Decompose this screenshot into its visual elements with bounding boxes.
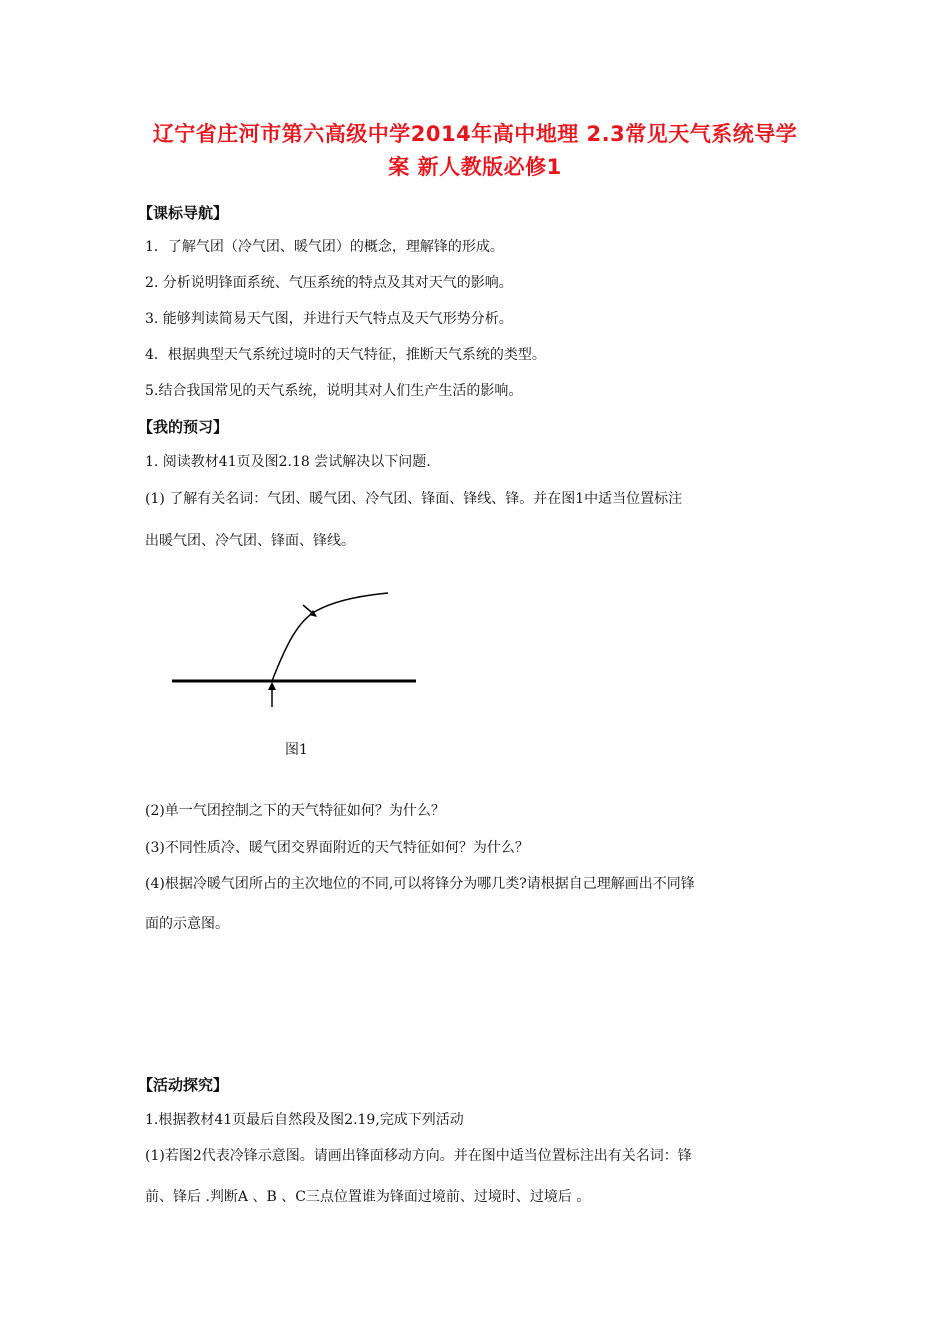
nav-item-1: 1．了解气团（冷气团、暖气团）的概念，理解锋的形成。 <box>145 239 504 255</box>
front-curve <box>272 593 388 681</box>
page-title <box>130 118 820 184</box>
preview-question-4-line-1: (4)根据冷暖气团所占的主次地位的不同,可以将锋分为哪几类?请根据自己理解画出不同锋 <box>145 876 695 892</box>
section-heading-preview: 【我的预习】 <box>138 418 229 436</box>
figure-caption: 图1 <box>285 742 308 758</box>
section-heading-activity: 【活动探究】 <box>138 1076 229 1094</box>
arrow-head-bottom <box>268 682 276 690</box>
preview-question-1-line-1: (1) 了解有关名词：气团、暖气团、冷气团、锋面、锋线、锋。并在图1中适当位置标注 <box>145 491 683 507</box>
activity-question-1-line-2: 前、锋后 .判断A 、B 、C三点位置谁为锋面过境前、过境时、过境后 。 <box>145 1189 591 1205</box>
section-heading-nav: 【课标导航】 <box>138 204 229 222</box>
preview-question-3: (3)不同性质冷、暖气团交界面附近的天气特征如何？为什么？ <box>145 840 529 856</box>
nav-item-2: 2. 分析说明锋面系统、气压系统的特点及其对天气的影响。 <box>145 275 513 291</box>
preview-question-2: (2)单一气团控制之下的天气特征如何？为什么？ <box>145 803 445 819</box>
nav-item-5: 5.结合我国常见的天气系统，说明其对人们生产生活的影响。 <box>145 383 523 399</box>
activity-intro: 1.根据教材41页最后自然段及图2.19,完成下列活动 <box>145 1112 464 1128</box>
page-title-line-1: 辽宁省庄河市第六高级中学2014年高中地理 2.3常见天气系统导学 <box>152 122 798 146</box>
activity-question-1-line-1: (1)若图2代表冷锋示意图。请画出锋面移动方向。并在图中适当位置标注出有关名词：锋 <box>145 1148 692 1164</box>
nav-item-4: 4．根据典型天气系统过境时的天气特征，推断天气系统的类型。 <box>145 347 546 363</box>
page-title-line-2: 案 新人教版必修1 <box>388 155 562 179</box>
nav-item-3: 3. 能够判读简易天气图，并进行天气特点及天气形势分析。 <box>145 311 513 327</box>
preview-intro: 1. 阅读教材41页及图2.18 尝试解决以下问题. <box>145 454 431 470</box>
preview-question-1-line-2: 出暖气团、冷气团、锋面、锋线。 <box>145 533 355 549</box>
front-diagram <box>160 585 430 725</box>
preview-question-4-line-2: 面的示意图。 <box>145 916 229 932</box>
